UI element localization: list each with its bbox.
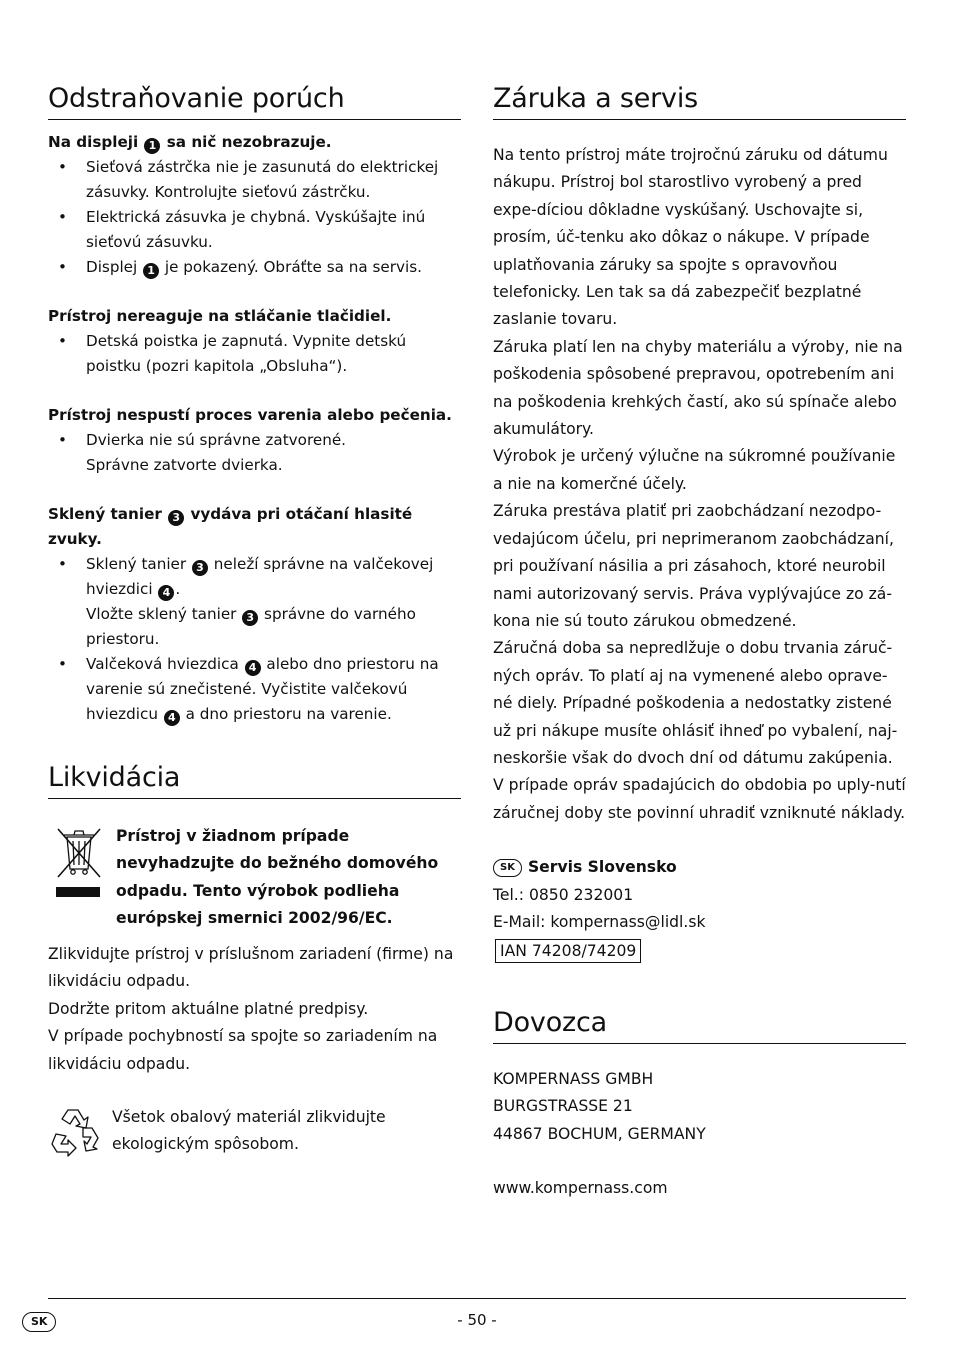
list-item: • Dvierka nie sú správne zatvorené. Správne zatvorte dvierka. [48, 428, 461, 478]
list-item: • Sklený tanier 3 neleží správne na valčekovej hviezdici 4 . Vložte sklený tanier 3 správne do varného priestoru. [48, 552, 461, 652]
list-item: • Displej 1 je pokazený. Obráťte sa na servis. [48, 255, 461, 280]
recycle-icon [48, 1104, 104, 1160]
warranty-paragraph: Na tento prístroj máte trojročnú záruku od dátumu nákupu. Prístroj bol starostlivo vyrobený a pred expe-díciou dôkladne vyskúšaný. Uschovajte si, prosím, úč-tenku ako dôkaz o nákupe. V prípade uplatňovania záruky sa spojte s opravovňou telefonicky. Len tak sa dá zabezpečiť bezplatné zaslanie tovaru. [493, 146, 888, 329]
disposal-paragraph: Zlikvidujte prístroj v príslušnom zariadení (firme) na likvidáciu odpadu. [48, 945, 454, 991]
disposal-title: Likvidácia [48, 761, 461, 799]
part-number-4-badge: 4 [158, 585, 174, 601]
part-number-4-badge: 4 [245, 660, 261, 676]
warranty-paragraph: Záruka prestáva platiť pri zaobchádzaní nezodpo-vedajúcom účelu, pri neprimeranom zaobchádzaní, pri používaní násilia a pri zásahoch, ktoré neurobil nami autorizovaný servis. Práva vyplývajúce zo zá-kona nie sú touto zárukou obmedzené. [493, 502, 894, 630]
trouble-list-buttons [48, 329, 461, 379]
service-phone: Tel.: 0850 232001 [493, 885, 634, 904]
country-badge: SK [493, 859, 522, 877]
trouble-heading-cooking: Prístroj nespustí proces varenia alebo pečenia. [48, 406, 452, 424]
page-number: - 50 - [457, 1311, 497, 1329]
footer-country-badge: SK [22, 1312, 56, 1332]
weee-warning-text: Prístroj v žiadnom prípade nevyhadzujte do bežného domového odpadu. Tento výrobok podlieha európskej smernici 2002/96/EC. [116, 827, 439, 928]
importer-title: Dovozca [493, 1006, 906, 1044]
trouble-heading-display: Na displeji 1 sa nič nezobrazuje. [48, 133, 332, 152]
trouble-heading-buttons: Prístroj nereaguje na stláčanie tlačidiel. [48, 307, 392, 325]
list-item: • Elektrická zásuvka je chybná. Vyskúšajte inú sieťovú zásuvku. [48, 205, 461, 255]
disposal-paragraph: V prípade pochybností sa spojte so zariadením na likvidáciu odpadu. [48, 1027, 438, 1073]
packaging-text: Všetok obalový materiál zlikvidujte ekologickým spôsobom. [112, 1108, 386, 1154]
list-item: • Sieťová zástrčka nie je zasunutá do elektrickej zásuvky. Kontrolujte sieťovú zástrčku. [48, 155, 461, 205]
disposal-paragraph: Dodržte pritom aktuálne platné predpisy. [48, 999, 369, 1018]
part-number-1-badge: 1 [143, 263, 159, 279]
part-number-3-badge: 3 [168, 510, 184, 526]
packaging-notice [48, 1104, 461, 1159]
left-column [48, 82, 461, 1159]
part-number-3-badge: 3 [192, 560, 208, 576]
part-number-1-badge: 1 [144, 138, 160, 154]
trouble-list-cooking [48, 428, 461, 478]
part-number-4-badge: 4 [164, 710, 180, 726]
part-number-3-badge: 3 [242, 610, 258, 626]
warranty-paragraph: Výrobok je určený výlučne na súkromné používanie a nie na komerčné účely. [493, 447, 896, 493]
crossed-out-bin-icon [54, 823, 104, 903]
footer-divider [48, 1298, 906, 1299]
ian-number-box: IAN 74208/74209 [495, 939, 641, 963]
troubleshooting-title: Odstraňovanie porúch [48, 82, 461, 120]
trouble-list-plate-noise [48, 552, 461, 727]
importer-address-line: BURGSTRASSE 21 [493, 1097, 633, 1116]
importer-address-line: KOMPERNASS GMBH [493, 1069, 654, 1088]
warranty-paragraph: Záruka platí len na chyby materiálu a výroby, nie na poškodenia spôsobené prepravou, opotrebením ani na poškodenia krehkých častí, ako sú spínače alebo akumulátory. [493, 337, 903, 439]
right-column [493, 82, 906, 1202]
service-email: E-Mail: kompernass@lidl.sk [493, 912, 706, 931]
trouble-heading-plate-noise: Sklený tanier 3 vydáva pri otáčaní hlasité zvuky. [48, 505, 413, 548]
importer-address-line: 44867 BOCHUM, GERMANY [493, 1124, 706, 1143]
warranty-paragraph: Záručná doba sa nepredlžuje o dobu trvania záruč-ných opráv. To platí aj na vymenené alebo oprave-né diely. Prípadné poškodenia a nedostatky zistené už pri nákupe musíte ohlásiť ihneď po vybalení, naj-neskoršie však do dvoch dní od dátumu zakúpenia. V prípade opráv spadajúcich do obdobia po uply-nutí záručnej doby ste povinní uhradiť vzniknuté náklady. [493, 639, 906, 822]
trouble-list-display [48, 155, 461, 280]
list-item: • Detská poistka je zapnutá. Vypnite detskú poistku (pozri kapitola „Obsluha“). [48, 329, 461, 379]
service-heading: SK Servis Slovensko [493, 854, 906, 881]
warranty-title: Záruka a servis [493, 82, 906, 120]
weee-notice [48, 823, 461, 935]
importer-website: www.kompernass.com [493, 1179, 668, 1197]
list-item: • Valčeková hviezdica 4 alebo dno priestoru na varenie sú znečistené. Vyčistite valčekovú hviezdicu 4 a dno priestoru na varenie. [48, 652, 461, 727]
